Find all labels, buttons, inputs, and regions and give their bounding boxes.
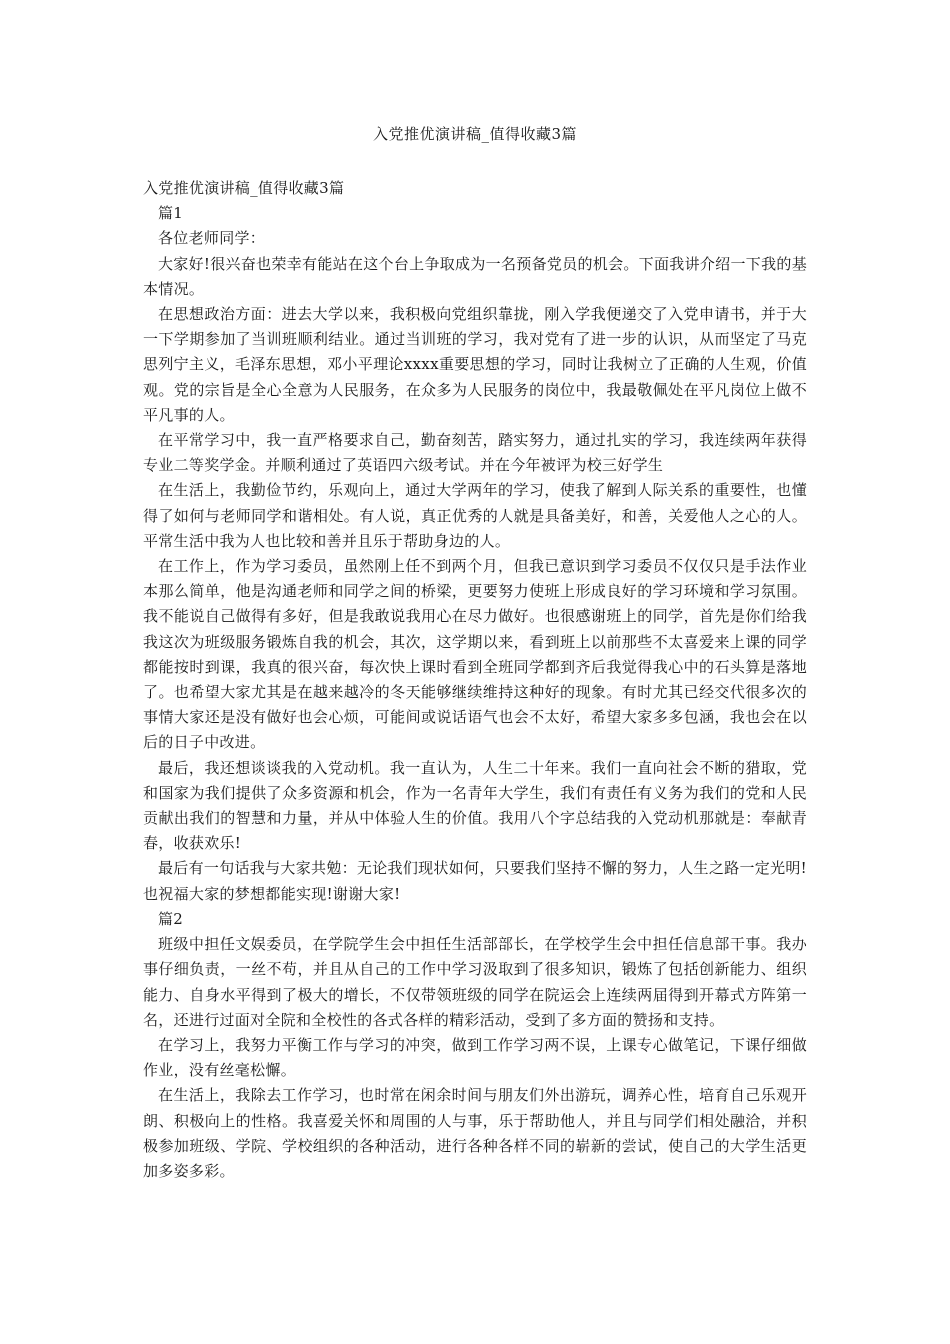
paragraph: 在思想政治方面：进去大学以来，我积极向党组织靠拢，刚入学我便递交了入党申请书，并于大一下学期参加了当训班顺利结业。通过当训班的学习，我对党有了进一步的认识，从而坚定了马克思列宁主义，毛泽东思想，邓小平理论xxxx重要思想的学习，同时让我树立了正确的人生观，价值观。党的宗旨是全心全意为人民服务，在众多为人民服务的岗位中，我最敬佩处在平凡岗位上做不平凡事的人。 (143, 305, 807, 424)
section-heading-1: 篇1 (158, 204, 184, 223)
section-heading-2: 篇2 (158, 909, 184, 928)
salutation: 各位老师同学： (158, 229, 266, 248)
paragraph: 在平常学习中，我一直严格要求自己，勤奋刻苦，踏实努力，通过扎实的学习，我连续两年获得专业二等奖学金。并顺利通过了英语四六级考试。并在今年被评为校三好学生 (143, 431, 807, 475)
paragraph: 班级中担任文娱委员，在学院学生会中担任生活部部长，在学校学生会中担任信息部干事。我办事仔细负责，一丝不苟，并且从自己的工作中学习汲取到了很多知识，锻炼了包括创新能力、组织能力、自身水平得到了极大的增长，不仅带领班级的同学在院运会上连续两届得到开幕式方阵第一名，还进行过面对全院和全校性的各式各样的精彩活动，受到了多方面的赞扬和支持。 (143, 935, 807, 1029)
paragraph: 最后有一句话我与大家共勉：无论我们现状如何，只要我们坚持不懈的努力，人生之路一定光明!也祝福大家的梦想都能实现!谢谢大家! (143, 859, 807, 903)
paragraph: 在学习上，我努力平衡工作与学习的冲突，做到工作学习两不误，上课专心做笔记，下课仔细做作业，没有丝毫松懈。 (143, 1035, 807, 1080)
page-title: 入党推优演讲稿_值得收藏3篇 (372, 125, 578, 143)
paragraph: 最后，我还想谈谈我的入党动机。我一直认为，人生二十年来。我们一直向社会不断的猎取，党和国家为我们提供了众多资源和机会，作为一名青年大学生，我们有责任有义务为我们的党和人民贡献出我们的智慧和力量，并从中体验人生的价值。我用八个字总结我的入党动机那就是：奉献青春，收获欢乐! (143, 758, 807, 853)
paragraph: 大家好!很兴奋也荣幸有能站在这个台上争取成为一名预备党员的机会。下面我讲介绍一下我的基本情况。 (143, 254, 807, 298)
document-subtitle: 入党推优演讲稿_值得收藏3篇 (143, 179, 345, 197)
paragraph: 在生活上，我除去工作学习，也时常在闲余时间与朋友们外出游玩，调养心性，培育自己乐观开朗、积极向上的性格。我喜爱关怀和周围的人与事，乐于帮助他人，并且与同学们相处融洽，并积极参加班级、学院、学校组织的各种活动，进行各种各样不同的崭新的尝试，使自己的大学生活更加多姿多彩。 (143, 1086, 807, 1180)
paragraph: 在工作上，作为学习委员，虽然刚上任不到两个月，但我已意识到学习委员不仅仅只是手法作业本那么简单，他是沟通老师和同学之间的桥梁，更要努力使班上形成良好的学习环境和学习氛围。我不能说自己做得有多好，但是我敢说我用心在尽力做好。也很感谢班上的同学，首先是你们给我我这次为班级服务锻炼自我的机会，其次，这学期以来，看到班上以前那些不太喜爱来上课的同学都能按时到课，我真的很兴奋，每次快上课时看到全班同学都到齐后我觉得我心中的石头算是落地了。也希望大家尤其是在越来越冷的冬天能够继续维持这种好的现象。有时尤其已经交代很多次的事情大家还是没有做好也会心烦，可能间或说话语气也会不太好，希望大家多多包涵，我也会在以后的日子中改进。 (143, 557, 807, 752)
paragraph: 在生活上，我勤俭节约，乐观向上，通过大学两年的学习，使我了解到人际关系的重要性，也懂得了如何与老师同学和谐相处。有人说，真正优秀的人就是具备美好，和善，关爱他人之心的人。平常生活中我为人也比较和善并且乐于帮助身边的人。 (143, 481, 807, 550)
document-body (143, 176, 807, 1184)
